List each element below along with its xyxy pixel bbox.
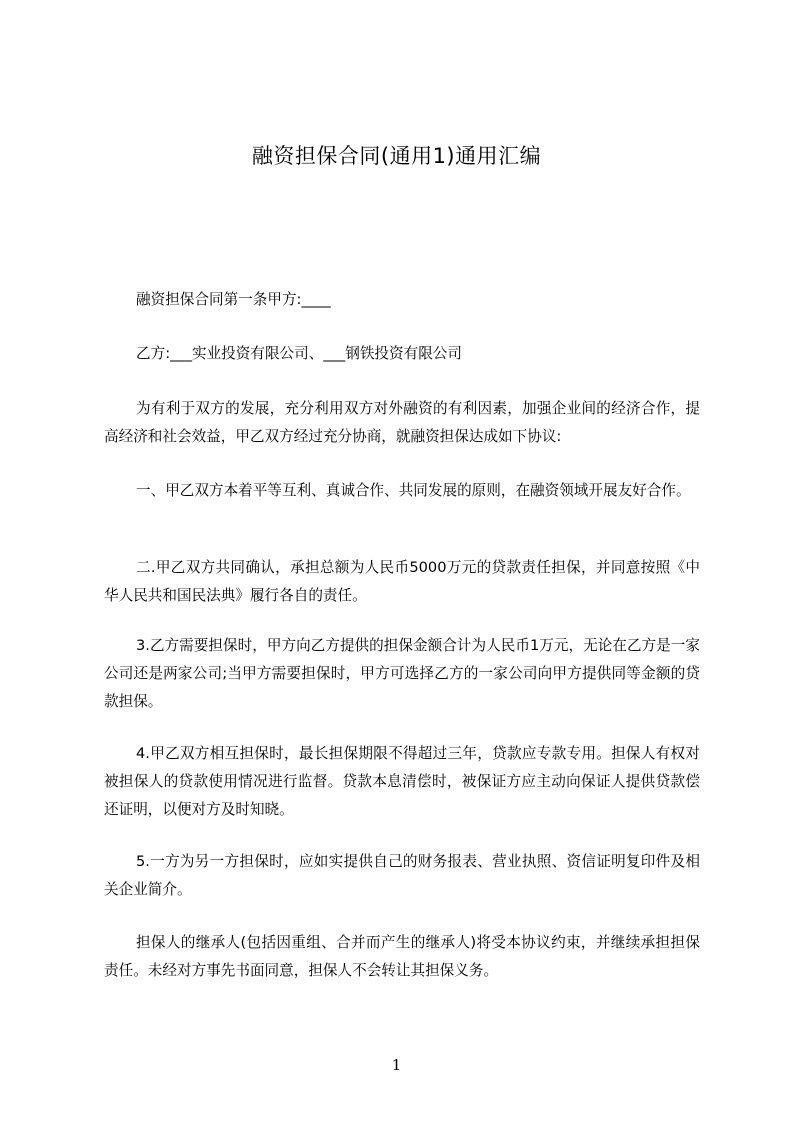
paragraph-clause-3: 3.乙方需要担保时，甲方向乙方提供的担保金额合计为人民币1万元，无论在乙方是一家公司还是两家公司;当甲方需要担保时，甲方可选择乙方的一家公司向甲方提供同等金额的贷款担保。 — [104, 637, 700, 710]
paragraph-clause-2: 二.甲乙双方共同确认，承担总额为人民币5000万元的贷款责任担保，并同意按照《中华人民共和国民法典》履行各自的责任。 — [104, 559, 700, 604]
paragraph-preamble: 为有利于双方的发展，充分利用双方对外融资的有利因素，加强企业间的经济合作，提高经济和社会效益，甲乙双方经过充分协商，就融资担保达成如下协议: — [104, 400, 700, 445]
paragraph-clause-5: 5.一方为另一方担保时，应如实提供自己的财务报表、营业执照、资信证明复印件及相关企业简介。 — [104, 853, 700, 898]
paragraph-party-b: 乙方:___实业投资有限公司、___钢铁投资有限公司 — [136, 345, 462, 362]
paragraph-clause-1: 一、甲乙双方本着平等互利、真诚合作、共同发展的原则，在融资领域开展友好合作。 — [136, 482, 691, 499]
paragraph-successors: 担保人的继承人(包括因重组、合并而产生的继承人)将受本协议约束，并继续承担担保责任。未经对方事先书面同意，担保人不会转让其担保义务。 — [104, 934, 700, 979]
paragraph-clause-4: 4.甲乙双方相互担保时，最长担保期限不得超过三年，贷款应专款专用。担保人有权对被担保人的贷款使用情况进行监督。贷款本息清偿时，被保证方应主动向保证人提供贷款偿还证明，以便对方及时知晓。 — [104, 745, 700, 818]
paragraph-party-a: 融资担保合同第一条甲方:____ — [136, 291, 331, 308]
page-number: 1 — [391, 1056, 402, 1074]
document-title: 融资担保合同(通用1)通用汇编 — [251, 144, 542, 168]
